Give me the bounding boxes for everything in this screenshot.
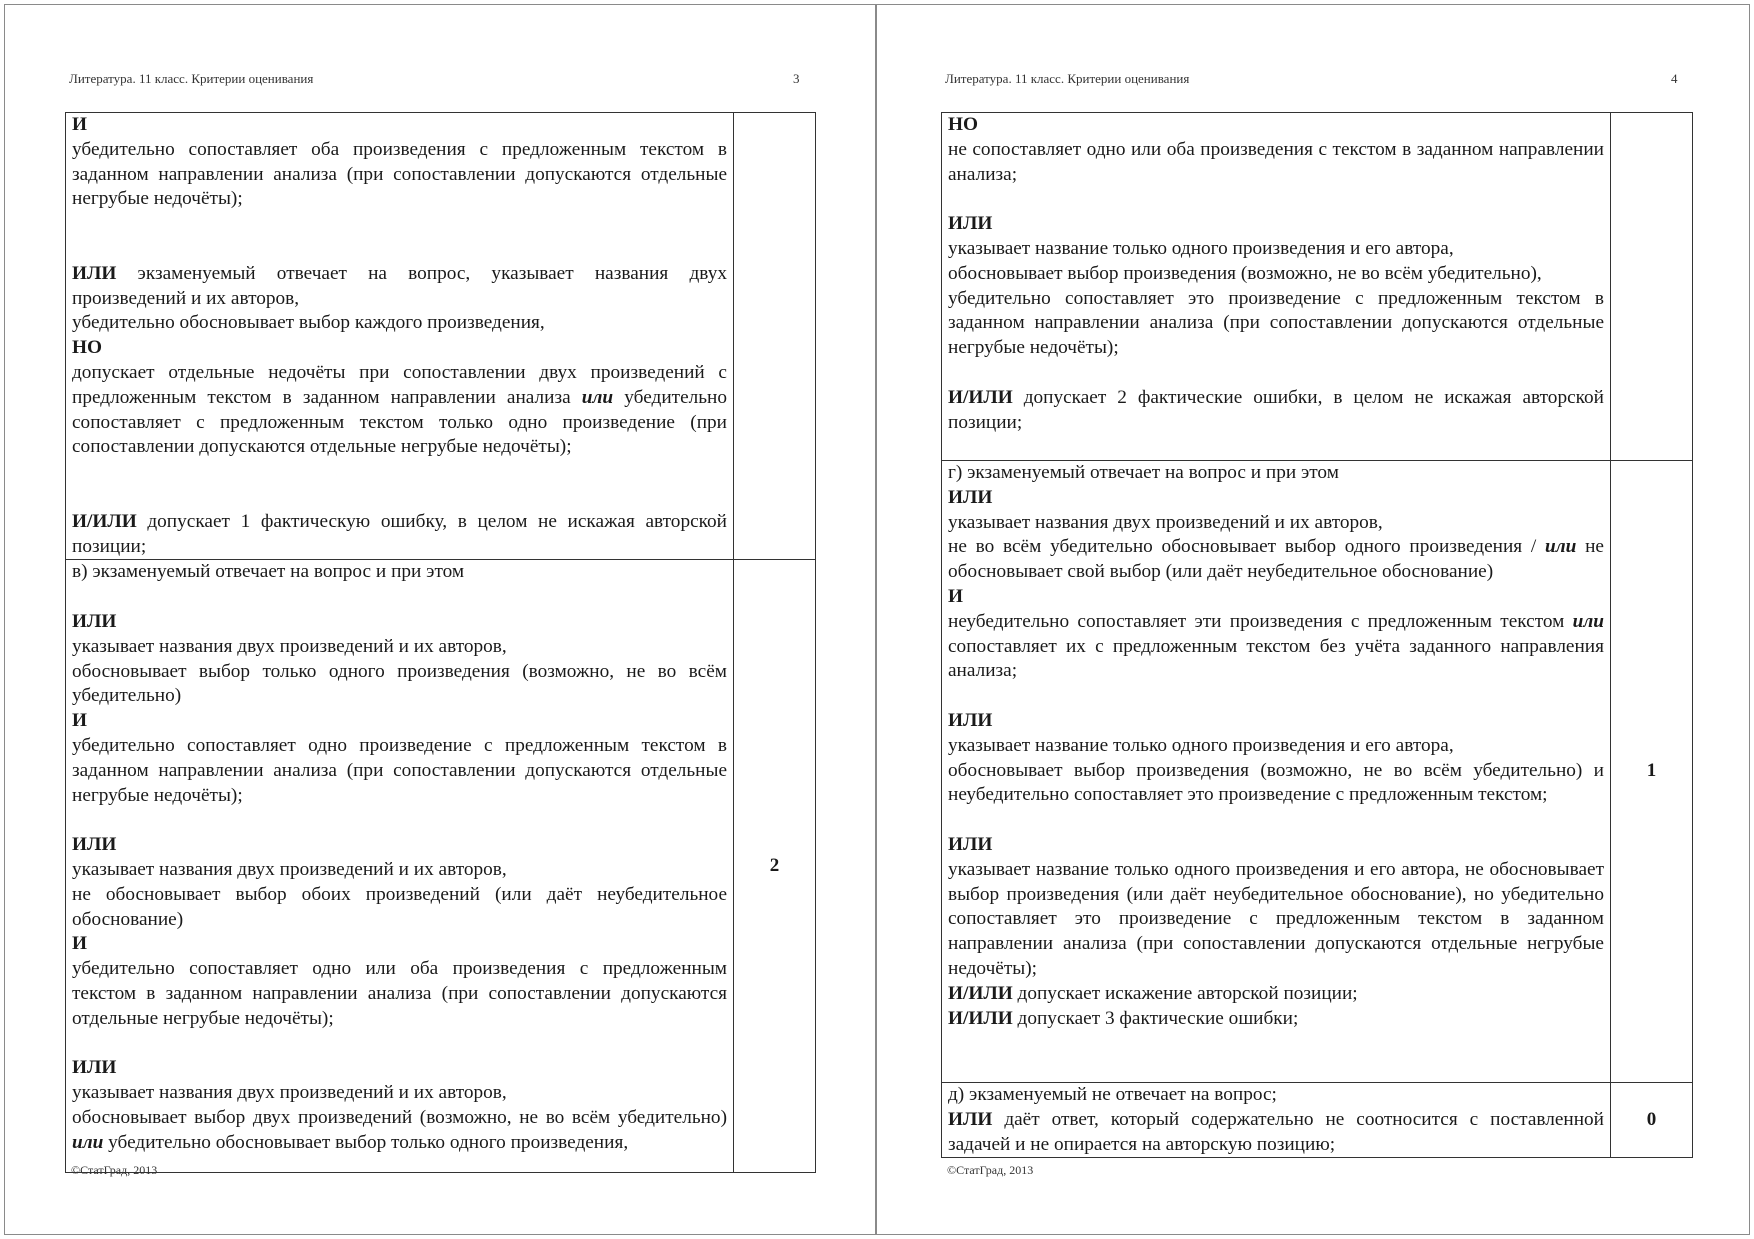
criteria-row (66, 113, 816, 560)
running-header: Литература. 11 класс. Критерии оценивания (69, 71, 314, 86)
running-header: Литература. 11 класс. Критерии оценивания (945, 71, 1190, 86)
copyright-footer: ©СтатГрад, 2013 (947, 1163, 1034, 1177)
copyright-footer: ©СтатГрад, 2013 (71, 1163, 158, 1177)
score-value: 0 (1611, 1083, 1693, 1158)
page-4 (876, 4, 1750, 1235)
page-3 (4, 4, 876, 1235)
criteria-row (942, 461, 1693, 1083)
criteria-table (65, 112, 816, 1173)
criteria-text: в) экзаменуемый отвечает на вопрос и при этом ИЛИ указывает названия двух произведений и их авторов, обосновывает выбор только одного произведения (возможно, не во всём убедительно) И убедительно сопоставляет одно произведение с предложенным текстом в заданном направлении анализа (при сопоставлении допускаются отдельные негрубые недочёты); ИЛИ указывает названия двух произведений и их авторов, не обосновывает выбор обоих произведений (или даёт неубедительное обоснование) И убедительно сопоставляет одно или оба произведения с предложенным текстом в заданном направлении анализа (при сопоставлении допускаются отдельные негрубые недочёты); ИЛИ указывает названия двух произведений и их авторов, обосновывает выбор двух произведений (возможно, не во всём убедительно) или убедительно обосновывает выбор только одного произведения, (66, 560, 734, 1173)
criteria-row (942, 1083, 1693, 1158)
page-number: 4 (1671, 71, 1678, 86)
criteria-text: г) экзаменуемый отвечает на вопрос и при этом ИЛИ указывает названия двух произведений и их авторов, не во всём убедительно обосновывает выбор одного произведения / или не обосновывает свой выбор (или даёт неубедительное обоснование) И неубедительно сопоставляет эти произведения с предложенным текстом или сопоставляет их с предложенным текстом без учёта заданного направления анализа; ИЛИ указывает название только одного произведения и его автора, обосновывает выбор произведения (возможно, не во всём убедительно) и неубедительно сопоставляет это произведение с предложенным текстом; ИЛИ указывает название только одного произведения и его автора, не обосновывает выбор произведения (или даёт неубедительное обоснование), но убедительно сопоставляет это произведение с предложенным текстом в заданном направлении анализа (при сопоставлении допускаются отдельные негрубые недочёты); И/ИЛИ допускает искажение авторской позиции; И/ИЛИ допускает 3 фактические ошибки; (942, 461, 1611, 1083)
criteria-text: НО не сопоставляет одно или оба произведения с текстом в заданном направлении анализа; ИЛИ указывает название только одного произведения и его автора, обосновывает выбор произведения (возможно, не во всём убедительно), убедительно сопоставляет это произведение с предложенным текстом в заданном направлении анализа (при сопоставлении допускаются отдельные негрубые недочёты); И/ИЛИ допускает 2 фактические ошибки, в целом не искажая авторской позиции; (942, 113, 1611, 461)
score-value: 1 (1611, 461, 1693, 1083)
score-cell (734, 113, 816, 560)
criteria-row (66, 560, 816, 1173)
score-cell (1611, 113, 1693, 461)
criteria-table (941, 112, 1693, 1158)
page-number: 3 (793, 71, 800, 86)
criteria-text: д) экзаменуемый не отвечает на вопрос; ИЛИ даёт ответ, который содержательно не соотносится с поставленной задачей и не опирается на авторскую позицию; (942, 1083, 1611, 1158)
score-value: 2 (734, 560, 816, 1173)
criteria-text: И убедительно сопоставляет оба произведения с предложенным текстом в заданном направлении анализа (при сопоставлении допускаются отдельные негрубые недочёты); ИЛИ экзаменуемый отвечает на вопрос, указывает названия двух произведений и их авторов, убедительно обосновывает выбор каждого произведения, НО допускает отдельные недочёты при сопоставлении двух произведений с предложенным текстом в заданном направлении анализа или убедительно сопоставляет с предложенным текстом только одно произведение (при сопоставлении допускаются отдельные негрубые недочёты); И/ИЛИ допускает 1 фактическую ошибку, в целом не искажая авторской позиции; (66, 113, 734, 560)
criteria-row (942, 113, 1693, 461)
